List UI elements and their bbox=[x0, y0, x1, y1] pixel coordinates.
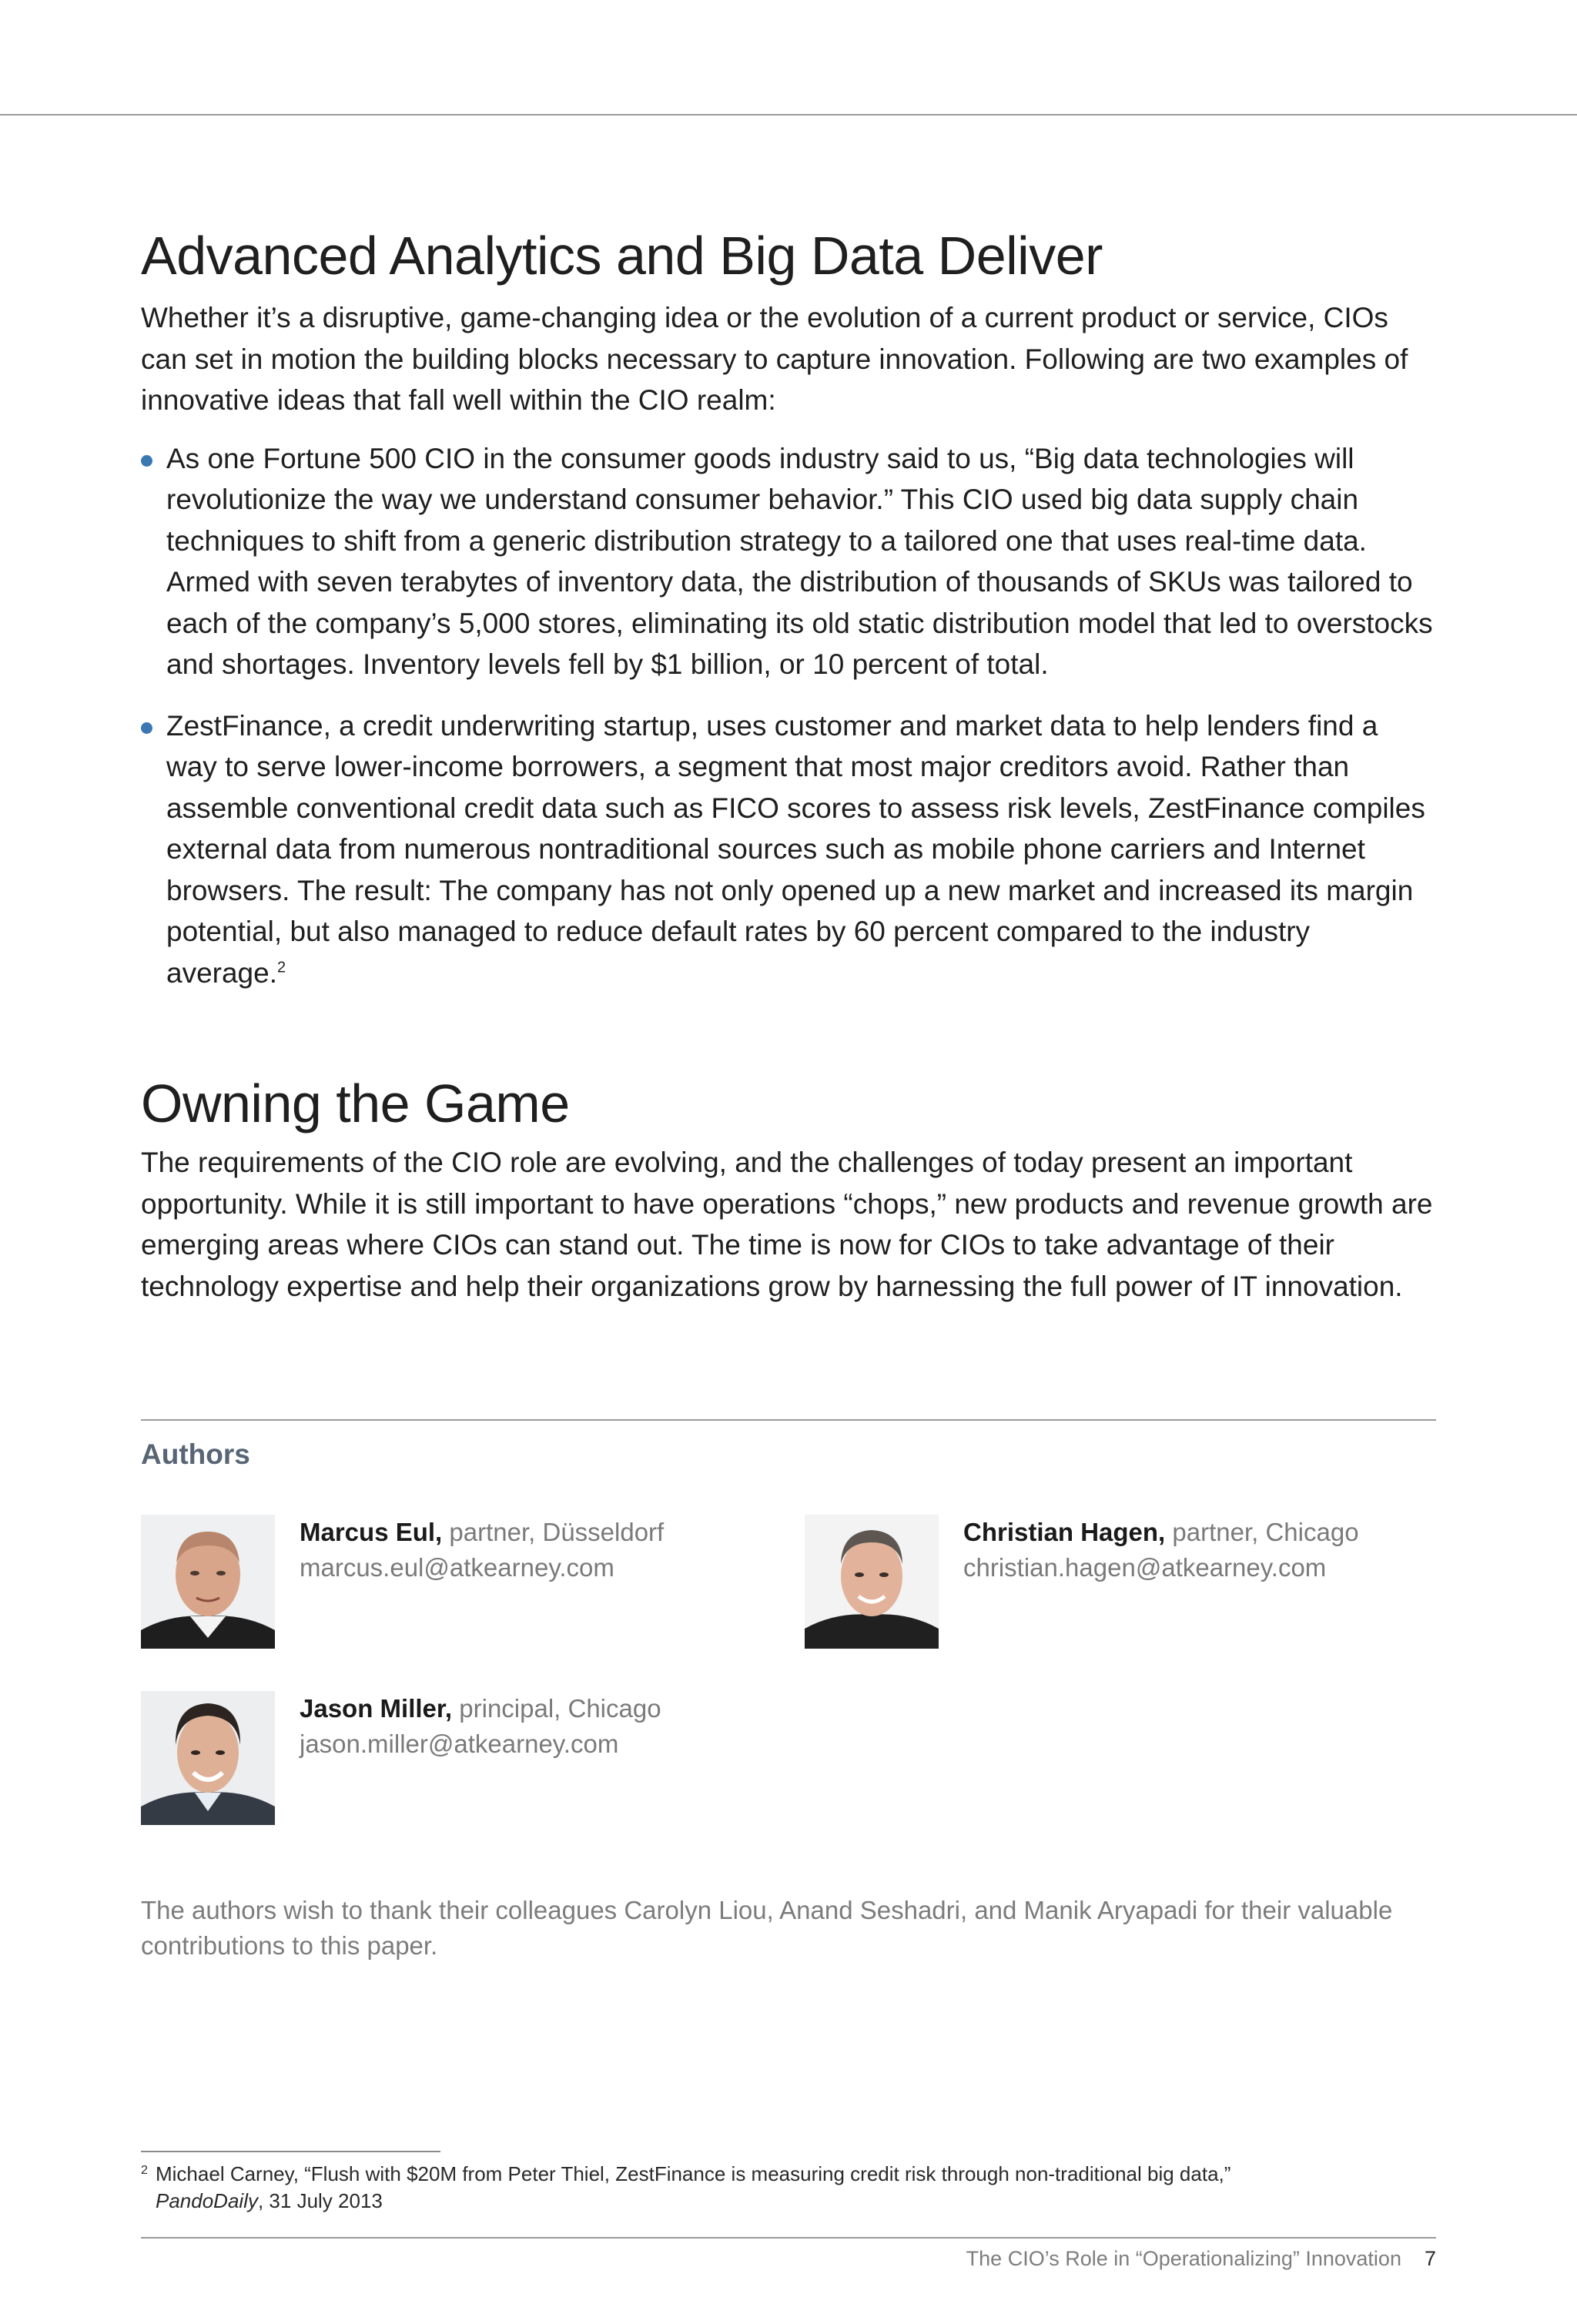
example-list bbox=[141, 438, 1436, 994]
author-info bbox=[300, 1691, 661, 1762]
authors-divider bbox=[141, 1419, 1436, 1421]
author-photo bbox=[805, 1515, 939, 1649]
author-email[interactable]: jason.miller@atkearney.com bbox=[300, 1730, 619, 1758]
author-name: Christian Hagen, bbox=[963, 1518, 1166, 1546]
authors-heading: Authors bbox=[141, 1438, 250, 1470]
author-role: principal, Chicago bbox=[459, 1694, 661, 1723]
list-item-text: ZestFinance, a credit underwriting startup, uses customer and market data to help lenders find a way to serve lower-income borrowers, a segment that most major creditors avoid. Rather than assemble conventional credit data such as FICO scores to assess risk levels, ZestFinance compiles external data from numerous nontraditional sources such as mobile phone carriers and Internet browsers. The result: The company has not only opened up a new market and increased its margin potential, but also managed to reduce default rates by 60 percent compared to the industry average. bbox=[166, 709, 1425, 989]
section-advanced-analytics bbox=[141, 223, 1436, 993]
author-name: Jason Miller, bbox=[300, 1694, 453, 1723]
footnote-ref[interactable]: 2 bbox=[277, 959, 286, 976]
author-card bbox=[805, 1515, 1467, 1649]
author-role: partner, Chicago bbox=[1172, 1518, 1359, 1546]
author-card bbox=[141, 1515, 803, 1649]
running-title: The CIO’s Role in “Operationalizing” Innovation bbox=[966, 2247, 1401, 2270]
footnote-date: , 31 July 2013 bbox=[257, 2189, 383, 2212]
footnote bbox=[141, 2161, 1450, 2215]
author-card bbox=[141, 1691, 803, 1826]
footnote-number: 2 bbox=[141, 2164, 148, 2177]
acknowledgement: The authors wish to thank their colleagues Carolyn Liou, Anand Seshadri, and Manik Aryapadi for their valuable contributions to this paper. bbox=[141, 1896, 1393, 1960]
body-paragraph: The requirements of the CIO role are evolving, and the challenges of today present an important opportunity. While it is still important to have operations “chops,” new products and revenue growth are emerging areas where CIOs can stand out. The time is now for CIOs to take advantage of their technology expertise and help their organizations grow by harnessing the full power of IT innovation. bbox=[141, 1147, 1433, 1302]
author-photo bbox=[141, 1515, 275, 1649]
author-info bbox=[963, 1515, 1359, 1586]
list-item bbox=[141, 705, 1436, 994]
author-email[interactable]: christian.hagen@atkearney.com bbox=[963, 1553, 1327, 1582]
intro-paragraph: Whether it’s a disruptive, game-changing idea or the evolution of a current product or service, CIOs can set in motion the building blocks necessary to capture innovation. Following are two examples of innovative ideas that fall well within the CIO realm: bbox=[141, 302, 1408, 416]
author-email[interactable]: marcus.eul@atkearney.com bbox=[300, 1553, 614, 1582]
page-number: 7 bbox=[1424, 2247, 1436, 2270]
header-rule bbox=[0, 114, 1577, 116]
author-photo bbox=[141, 1691, 275, 1825]
section-owning-the-game bbox=[141, 1071, 1436, 1307]
bullet-icon bbox=[141, 455, 152, 467]
footnote-text: Michael Carney, “Flush with $20M from Peter Thiel, ZestFinance is measuring credit risk through non-traditional big data,” bbox=[156, 2162, 1231, 2185]
section-title: Advanced Analytics and Big Data Deliver bbox=[141, 226, 1103, 286]
footnote-source: PandoDaily bbox=[156, 2189, 258, 2212]
footnote-rule bbox=[141, 2151, 440, 2152]
footer-rule bbox=[141, 2237, 1436, 2239]
running-footer bbox=[966, 2247, 1436, 2271]
author-info bbox=[300, 1515, 664, 1586]
author-role: partner, Düsseldorf bbox=[449, 1518, 665, 1546]
list-item bbox=[141, 438, 1436, 685]
bullet-icon bbox=[141, 722, 152, 734]
list-item-text: As one Fortune 500 CIO in the consumer goods industry said to us, “Big data technologies will revolutionize the way we understand consumer behavior.” This CIO used big data supply chain techniques to shift from a generic distribution strategy to a tailored one that uses real-time data. Armed with seven terabytes of inventory data, the distribution of thousands of SKUs was tailored to each of the company’s 5,000 stores, eliminating its old static distribution model that led to overstocks and shortages. Inventory levels fell by $1 billion, or 10 percent of total. bbox=[166, 442, 1433, 680]
author-name: Marcus Eul, bbox=[300, 1518, 443, 1546]
section-title: Owning the Game bbox=[141, 1073, 570, 1134]
